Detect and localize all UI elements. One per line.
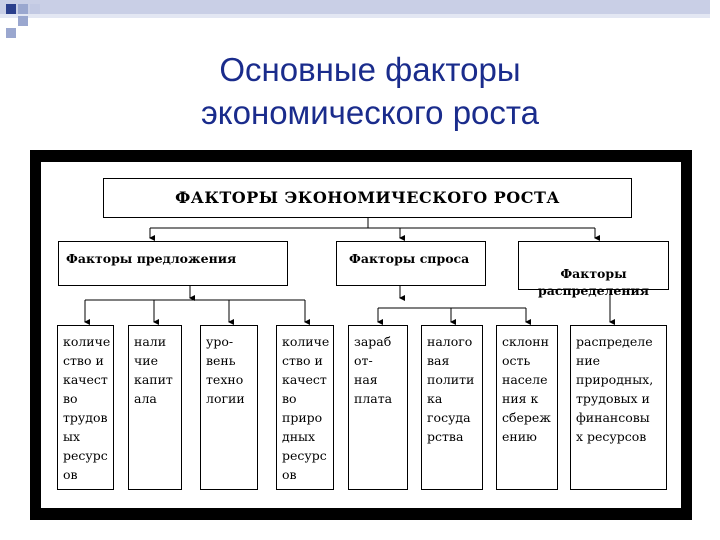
slide-title-line2: экономического роста [200, 94, 540, 131]
leaf-technology: уро- вень техно логии [200, 325, 258, 490]
leaf-labor-resources: количе ство и качест во трудов ых ресурс ов [57, 325, 114, 490]
leaf-natural-resources: количе ство и качест во приро дных ресурс ов [276, 325, 334, 490]
leaf-tax-policy: налого вая полити ка госуда рства [421, 325, 483, 490]
leaf-resource-distribution: распределе ние природных, трудовых и финансовы х ресурсов [570, 325, 667, 490]
root-factor-box: ФАКТОРЫ ЭКОНОМИЧЕСКОГО РОСТА [103, 178, 632, 218]
demand-factors-box [336, 241, 486, 286]
supply-factors-box [58, 241, 288, 286]
leaf-wages: зараб от- ная плата [348, 325, 408, 490]
distribution-factors-box [518, 241, 669, 298]
slide-title-line1: Основные факторы [219, 51, 521, 88]
demand-factors-label: Факторы спроса [349, 251, 470, 266]
supply-factors-label: Факторы предложения [66, 251, 237, 266]
distribution-factors-label: Факторы распределения [538, 266, 649, 298]
leaf-capital: нали чие капит ала [128, 325, 182, 490]
leaf-savings-propensity: склонн ость населе ния к сбереж ению [496, 325, 558, 490]
